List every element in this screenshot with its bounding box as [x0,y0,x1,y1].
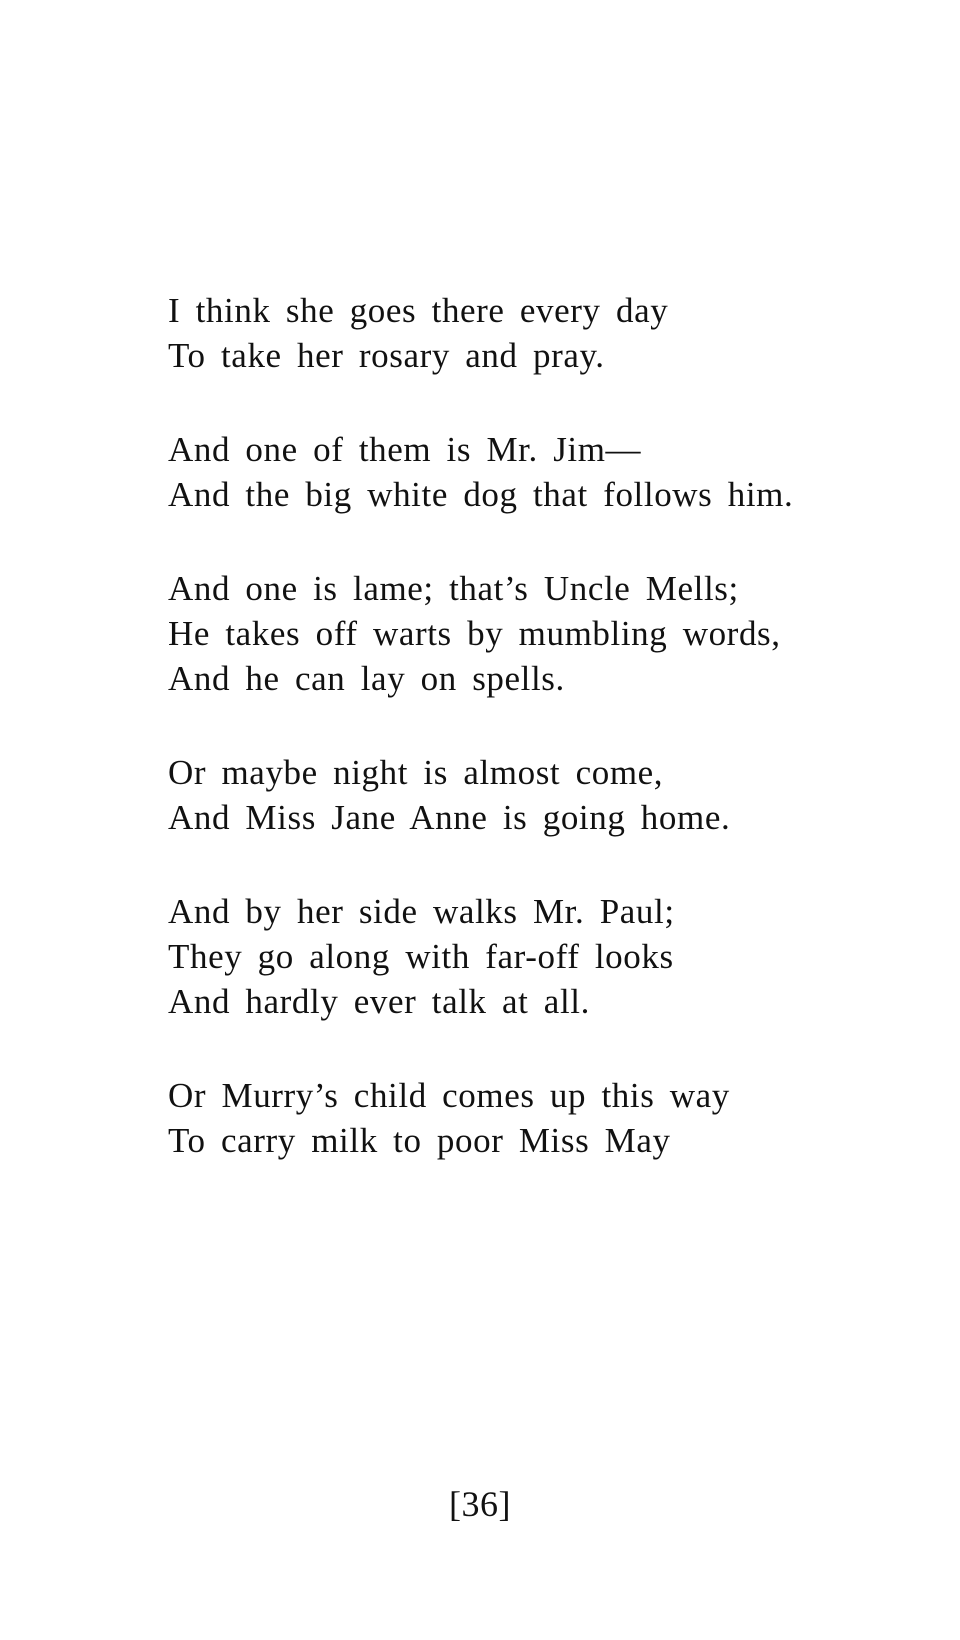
poem-line: And the big white dog that follows him. [168,475,794,514]
poem-line: To carry milk to poor Miss May [168,1121,671,1160]
poem-line: And Miss Jane Anne is going home. [168,798,731,837]
poem-line: And by her side walks Mr. Paul; [168,892,675,931]
poem-line: They go along with far-off looks [168,937,674,976]
stanza [168,566,928,701]
poem-line: And one of them is Mr. Jim— [168,430,642,469]
poem-body [168,288,928,1212]
stanza [168,750,928,840]
poem-line: And he can lay on spells. [168,659,565,698]
poem-line: And one is lame; that’s Uncle Mells; [168,569,739,608]
poem-line: Or maybe night is almost come, [168,753,664,792]
poem-line: To take her rosary and pray. [168,336,605,375]
stanza [168,427,928,517]
stanza [168,288,928,378]
poem-line: And hardly ever talk at all. [168,982,590,1021]
poem-line: Or Murry’s child comes up this way [168,1076,730,1115]
poem-line: I think she goes there every day [168,291,669,330]
page-number: [36] [449,1484,511,1524]
stanza [168,1073,928,1163]
stanza [168,889,928,1024]
poem-line: He takes off warts by mumbling words, [168,614,781,653]
